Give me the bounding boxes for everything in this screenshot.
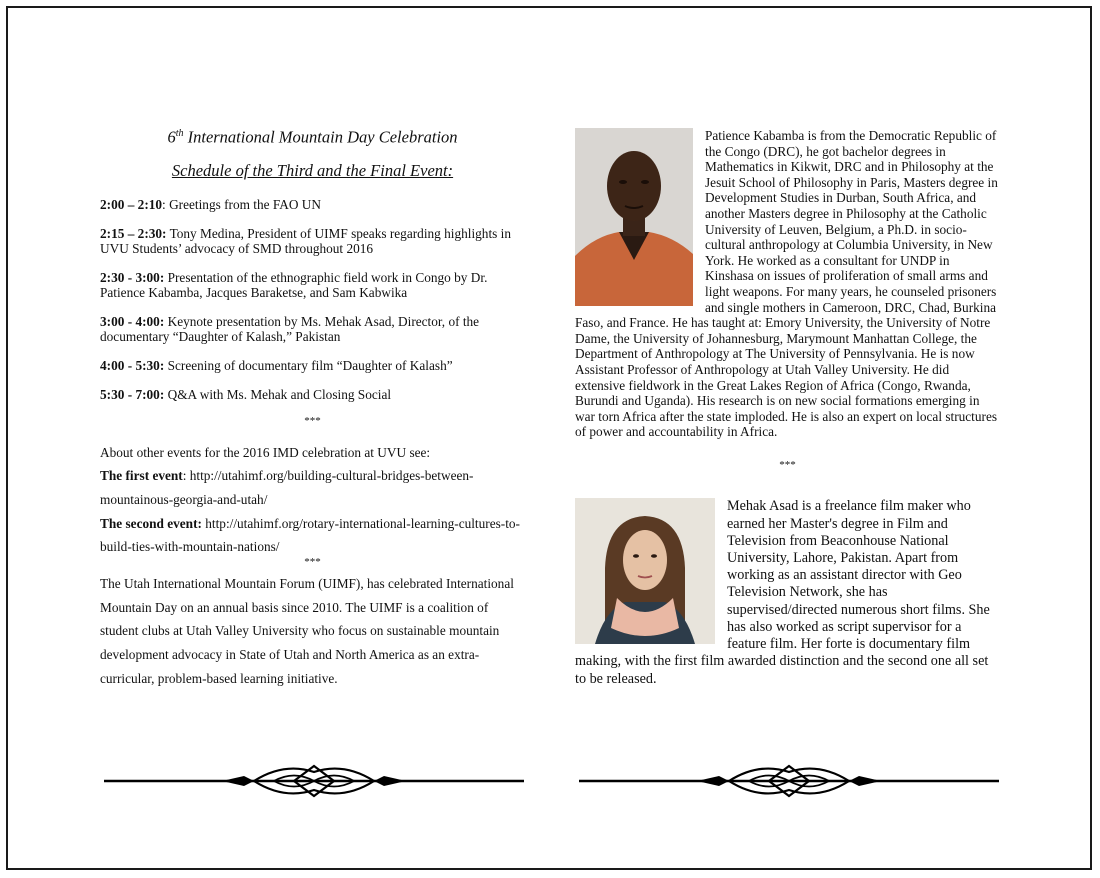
schedule-item — [100, 270, 525, 300]
page-title — [100, 126, 525, 145]
asad-photo — [575, 498, 715, 644]
schedule-item — [100, 387, 525, 402]
kabamba-photo — [575, 128, 693, 306]
section-separator: *** — [779, 458, 796, 471]
schedule-time: 2:30 - 3:00: — [100, 269, 165, 285]
about-uimf: The Utah International Mountain Forum (UIMF), has celebrated International Mountain Day on an annual basis since 2010. The UIMF is a coalition of student clubs at Utah Valley University who focus on sustainable mountain development advocacy in State of Utah and North America as an extra-curricular, problem-based learning initiative. — [100, 576, 514, 686]
schedule-time: 5:30 - 7:00: — [100, 386, 165, 402]
schedule-text: Q&A with Ms. Mehak and Closing Social — [164, 386, 392, 402]
right-column — [575, 128, 1000, 688]
schedule-item — [100, 226, 525, 256]
second-event-link[interactable] — [100, 512, 525, 559]
schedule-heading: Schedule of the Third and the Final Event: — [171, 160, 454, 180]
first-event-link[interactable] — [100, 464, 525, 511]
ornamental-divider — [579, 758, 999, 804]
section-separator: *** — [304, 556, 321, 569]
other-events-intro: About other events for the 2016 IMD celebration at UVU see: — [100, 444, 431, 460]
schedule-item — [100, 314, 525, 344]
schedule-text: Keynote presentation by Ms. Mehak Asad, Director, of the documentary “Daughter of Kalash,” Pakistan — [100, 313, 480, 344]
schedule-time: 2:15 – 2:30: — [100, 225, 167, 241]
title-number: 6 — [167, 127, 176, 147]
kabamba-bio: Patience Kabamba is from the Democratic Republic of the Congo (DRC), he got bachelor degrees in Mathematics in Kikwit, DRC and in Philosophy at the Jesuit School of Philosophy in Paris, Masters degree in Development Studies in Durban, South Africa, and another Masters degree in Philosophy at the Catholic University of Leuven, Belgium, a Ph.D. in socio-cultural anthropology at Columbia University, in New York. He worked as a consultant for UNDP in Kinshasa on issues of proliferation of small arms and light weapons. For many years, he counseled prisoners and single mothers in Cameroon, DRC, Chad, Burkina Faso, and France. He has taught at: Emory University, the University of Notre Dame, the University of Johannesburg, Marymount Manhattan College, the Department of Anthropology at The University of Pennsylvania. He is now Assistant Professor of Anthropology at Utah Valley University. He did extensive fieldwork in the Great Lakes Region of Africa (Congo, Rwanda, Burundi and Uganda). His research is on new social formations emerging in war torn Africa after the state imploded. He is also an expert on local structures of power and accountability in Africa. — [575, 128, 998, 440]
schedule-item — [100, 197, 525, 212]
schedule-text: Greetings from the FAO UN — [165, 196, 321, 212]
title-text: International Mountain Day Celebration — [183, 127, 458, 147]
second-event-label: The second event: — [100, 515, 202, 531]
left-column — [100, 126, 525, 691]
schedule-time: 4:00 - 5:30: — [100, 357, 165, 373]
schedule-item — [100, 358, 525, 373]
ornamental-divider — [104, 758, 524, 804]
schedule-time: 3:00 - 4:00: — [100, 313, 165, 329]
asad-bio: Mehak Asad is a freelance film maker who earned her Master's degree in Film and Television from Beaconhouse National University, Lahore, Pakistan. Apart from working as an assistant director with Geo Television Network, she has supervised/directed numerous short films. She has also worked as script supervisor for a feature film. Her forte is documentary film making, with the first film awarded distinction and the second one all set to be released. — [575, 498, 990, 687]
schedule-time: 2:00 – 2:10 — [100, 196, 163, 212]
schedule-sep: : — [162, 196, 166, 212]
first-event-label: The first event — [100, 468, 183, 484]
first-event-url[interactable]: : http://utahimf.org/building-cultural-bridges-between-mountainous-georgia-and-utah/ — [100, 468, 474, 507]
schedule-text: Screening of documentary film “Daughter of Kalash” — [164, 357, 453, 373]
schedule-text: Presentation of the ethnographic field work in Congo by Dr. Patience Kabamba, Jacques Baraketse, and Sam Kabwika — [100, 269, 488, 300]
title-ordinal: th — [175, 128, 184, 139]
second-event-url[interactable]: http://utahimf.org/rotary-international-learning-cultures-to-build-ties-with-mountain-nations/ — [100, 515, 520, 555]
section-separator: *** — [304, 414, 321, 427]
schedule-text: Tony Medina, President of UIMF speaks regarding highlights in UVU Students’ advocacy of SMD throughout 2016 — [100, 225, 511, 256]
